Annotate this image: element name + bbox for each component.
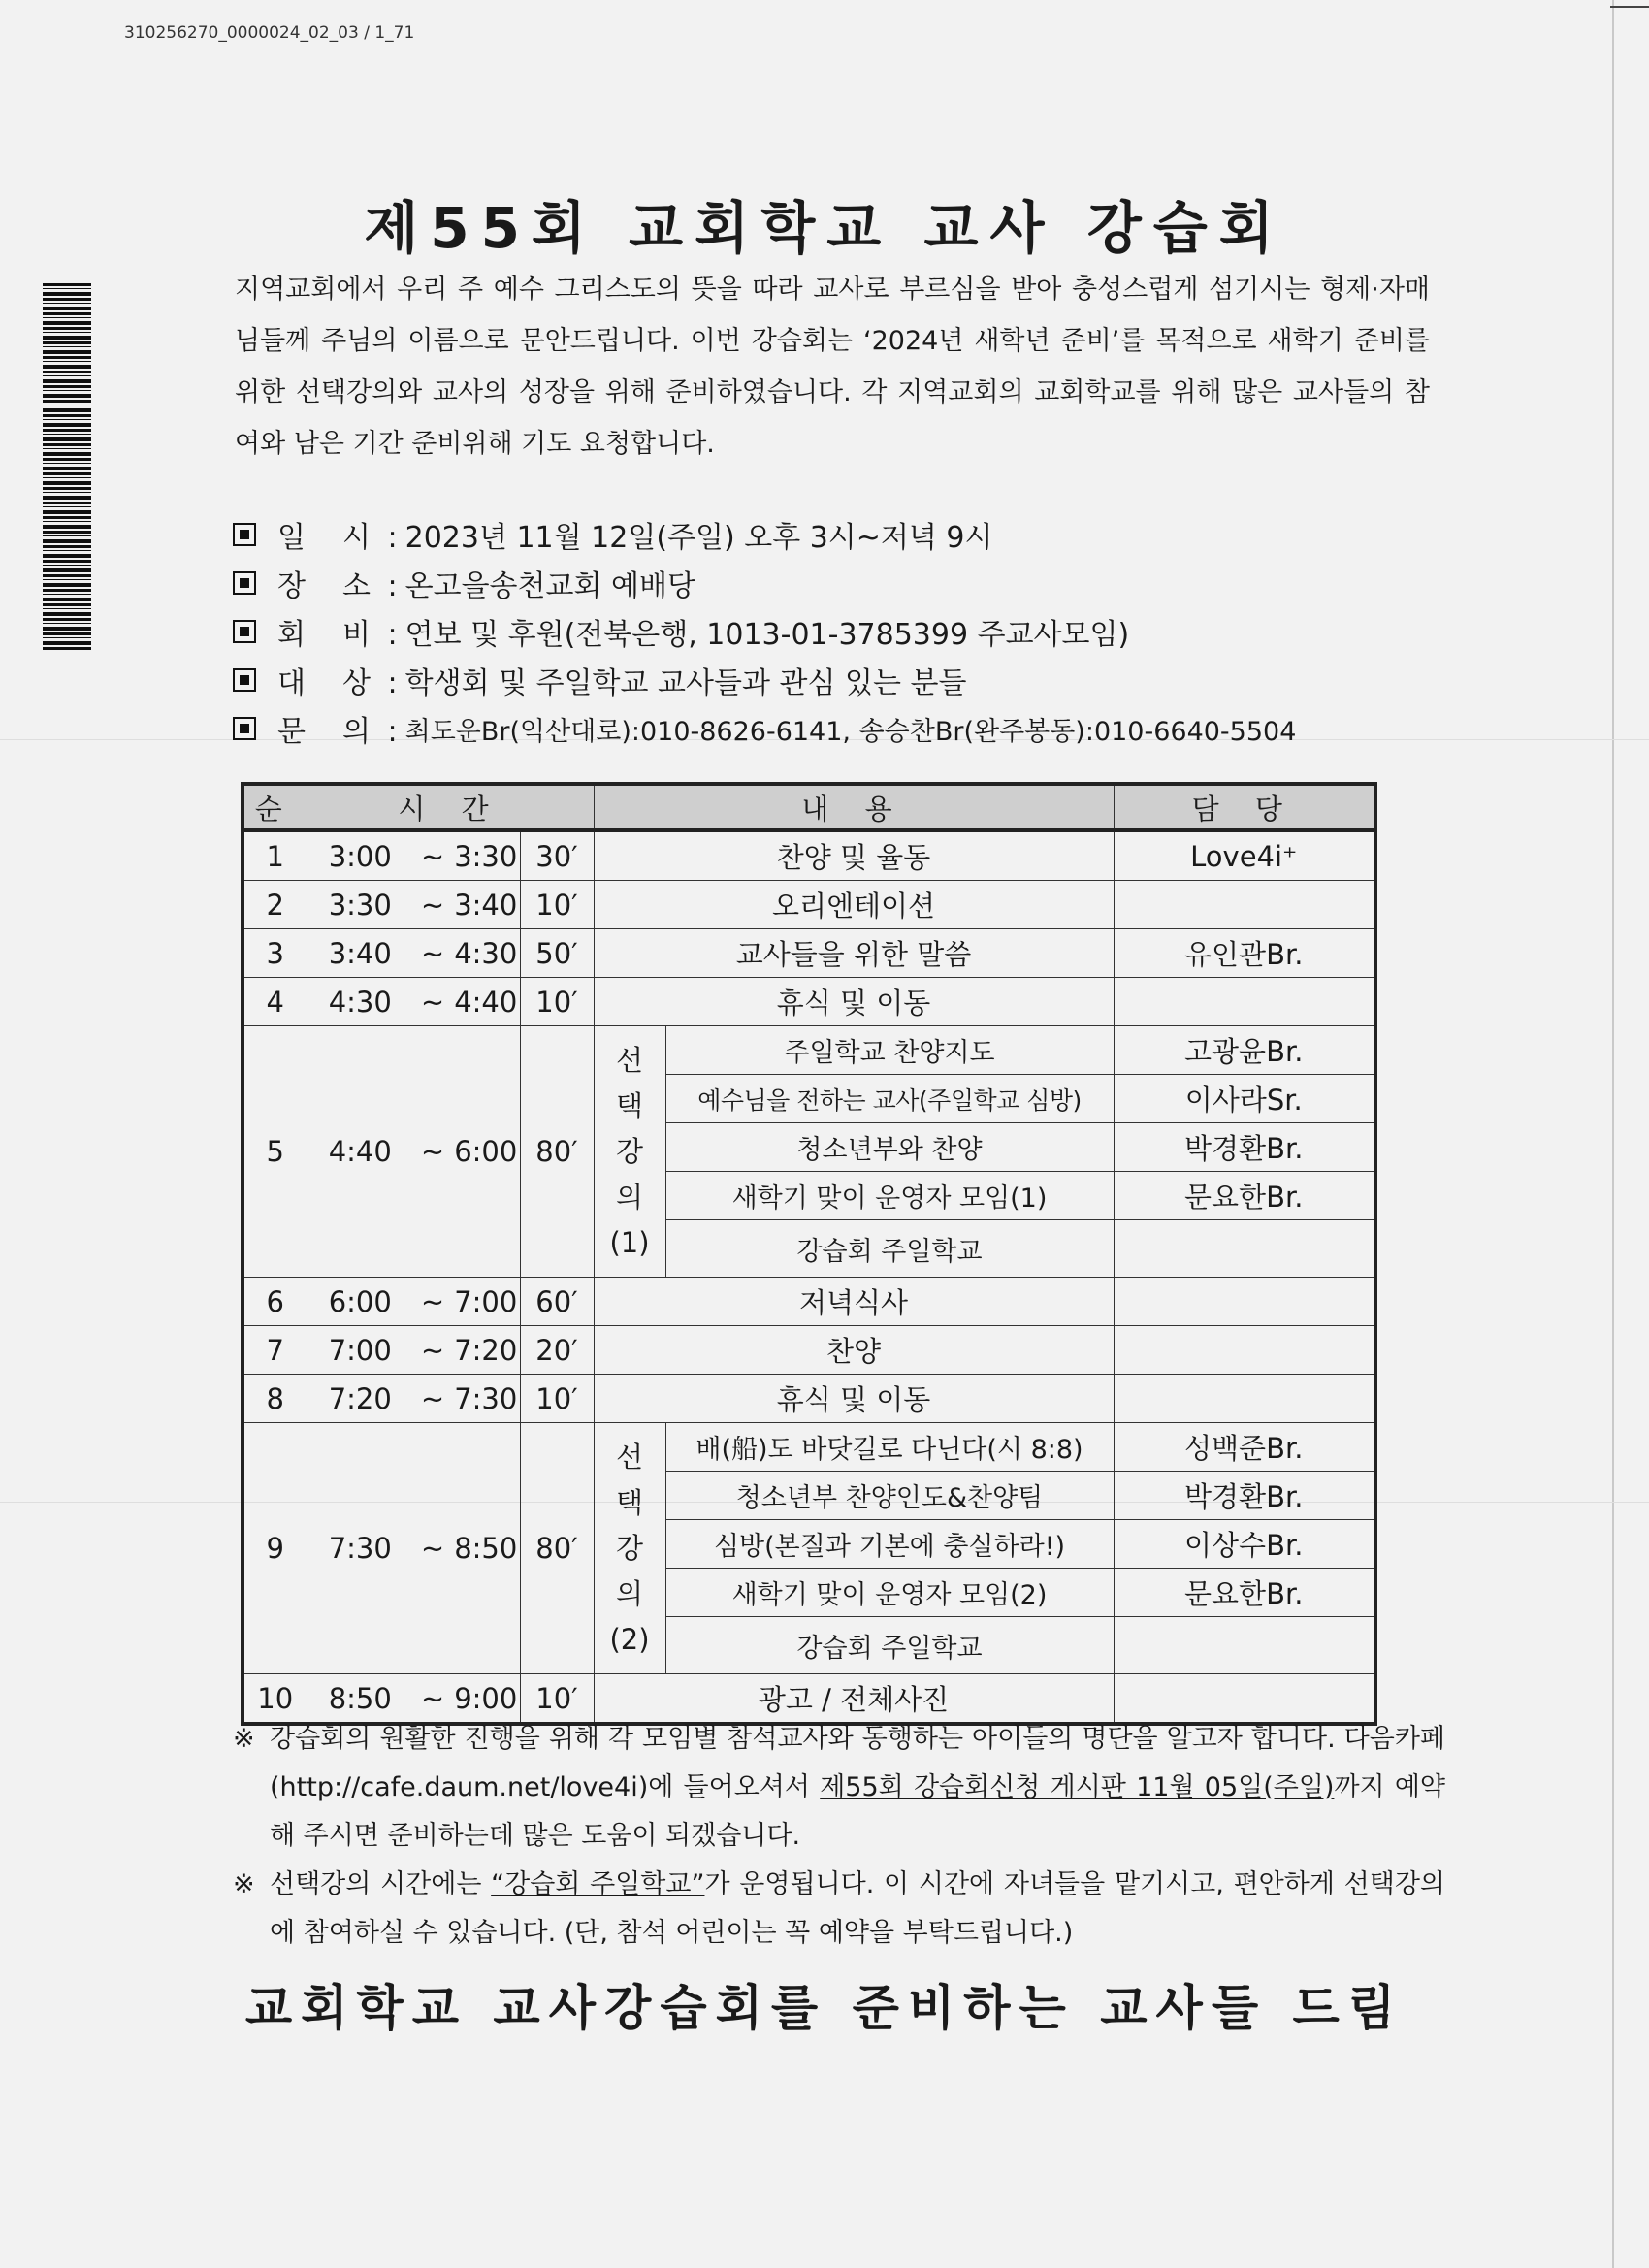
info-row-contact (233, 704, 1455, 753)
cell-sub-content: 새학기 맞이 운영자 모임(2) (665, 1569, 1114, 1617)
group-label-char: 선 (615, 1440, 643, 1474)
info-label: 회 비 : (277, 618, 402, 652)
cell-no: 2 (242, 881, 307, 929)
cell-duration: 60′ (520, 1278, 594, 1326)
group-label-char: 의 (615, 1576, 643, 1610)
cell-sub-content: 새학기 맞이 운영자 모임(1) (665, 1172, 1114, 1220)
header-time: 시 간 (307, 784, 594, 830)
note-text-part: 선택강의 시간에는 (270, 1869, 492, 1899)
table-row (242, 1375, 1375, 1423)
cell-end: 7:20 (452, 1326, 520, 1375)
cell-no: 5 (242, 1026, 307, 1278)
schedule-table (241, 782, 1377, 1726)
cell-tilde: ~ (413, 1375, 452, 1423)
cell-charge: 고광윤Br. (1114, 1026, 1375, 1075)
cell-end: 7:30 (452, 1375, 520, 1423)
table-row (242, 978, 1375, 1026)
info-row-date (233, 510, 1455, 559)
cell-duration: 80′ (520, 1026, 594, 1278)
square-bullet-icon (233, 717, 256, 740)
cell-content: 저녁식사 (594, 1278, 1114, 1326)
cell-content: 휴식 및 이동 (594, 978, 1114, 1026)
note-text-part: 까지 예약해 주시면 준비하는데 많은 도움이 되겠습니다. (270, 1772, 1445, 1851)
scan-id: 310256270_0000024_02_03 / 1_71 (124, 23, 415, 43)
cell-duration: 50′ (520, 929, 594, 978)
intro-paragraph: 지역교회에서 우리 주 예수 그리스도의 뜻을 따라 교사로 부르심을 받아 충성스럽게 섬기시는 형제·자매님들께 주님의 이름으로 문안드립니다. 이번 강습회는 ‘2024년 새학년 준비’를 목적으로 새학기 준비를 위한 선택강의와 교사의 성장을 위해 준비하였습니다. 각 지역교회의 교회학교를 위해 많은 교사들의 참여와 남은 기간 준비위해 기도 요청합니다. (235, 275, 1430, 459)
cell-duration: 30′ (520, 830, 594, 881)
cell-start: 3:30 (307, 881, 413, 929)
group-label-char: (1) (609, 1225, 650, 1259)
note-text-part: 강습회의 원활한 진행을 위해 각 모임별 참석교사와 동행하는 아이들의 명단을 알고자 합니다. 다음카페(http://cafe.daum.net/love4i)에 들어오셔서 (270, 1724, 1445, 1802)
cell-tilde: ~ (413, 830, 452, 881)
cell-sub-content: 강습회 주일학교 (665, 1617, 1114, 1674)
group-label-char: 택 (615, 1485, 643, 1519)
cell-duration: 10′ (520, 881, 594, 929)
page-title: 제55회 교회학교 교사 강습회 (364, 195, 1285, 261)
header-charge: 담 당 (1114, 784, 1375, 830)
cell-charge: 이사라Sr. (1114, 1075, 1375, 1123)
cell-no: 1 (242, 830, 307, 881)
cell-no: 7 (242, 1326, 307, 1375)
cell-end: 4:30 (452, 929, 520, 978)
reference-mark-icon: ※ (233, 1869, 255, 1899)
square-bullet-icon (233, 571, 256, 595)
cell-sub-content: 청소년부와 찬양 (665, 1123, 1114, 1172)
barcode-image (43, 283, 91, 652)
cell-no: 6 (242, 1278, 307, 1326)
cell-start: 4:30 (307, 978, 413, 1026)
group-label-char: (2) (609, 1622, 650, 1656)
cell-content: 오리엔테이션 (594, 881, 1114, 929)
info-label: 장 소 : (277, 569, 402, 603)
group-label-char: 강 (615, 1531, 643, 1565)
cell-start: 6:00 (307, 1278, 413, 1326)
info-row-place (233, 559, 1455, 607)
cell-charge (1114, 1220, 1375, 1278)
cell-tilde: ~ (413, 881, 452, 929)
info-label: 문 의 : (277, 715, 402, 749)
cell-charge: 이상수Br. (1114, 1520, 1375, 1569)
cell-end: 4:40 (452, 978, 520, 1026)
cell-charge (1114, 1617, 1375, 1674)
cell-content: 찬양 (594, 1326, 1114, 1375)
cell-charge: 박경환Br. (1114, 1123, 1375, 1172)
cell-end: 9:00 (452, 1674, 520, 1725)
cell-tilde: ~ (413, 1674, 452, 1725)
table-row (242, 1326, 1375, 1375)
cell-tilde: ~ (413, 1326, 452, 1375)
event-info-list (233, 510, 1455, 753)
header-content: 내 용 (594, 784, 1114, 830)
cell-charge (1114, 978, 1375, 1026)
cell-content: 찬양 및 율동 (594, 830, 1114, 881)
square-bullet-icon (233, 523, 256, 546)
info-row-fee (233, 607, 1455, 656)
table-row (242, 1026, 1375, 1075)
cell-duration: 20′ (520, 1326, 594, 1375)
cell-start: 7:30 (307, 1423, 413, 1674)
table-row (242, 1278, 1375, 1326)
cell-no: 4 (242, 978, 307, 1026)
cell-content: 광고 / 전체사진 (594, 1674, 1114, 1725)
cell-tilde: ~ (413, 1278, 452, 1326)
cell-start: 3:00 (307, 830, 413, 881)
elective-group-label (594, 1423, 665, 1674)
cell-sub-content: 청소년부 찬양인도&찬양팀 (665, 1472, 1114, 1520)
cell-charge (1114, 1278, 1375, 1326)
table-header-row (242, 784, 1375, 830)
cell-sub-content: 주일학교 찬양지도 (665, 1026, 1114, 1075)
cell-content: 교사들을 위한 말씀 (594, 929, 1114, 978)
note-underlined-deadline: 제55회 강습회신청 게시판 11월 05일(주일) (820, 1772, 1335, 1802)
cell-start: 7:00 (307, 1326, 413, 1375)
cell-charge: 유인관Br. (1114, 929, 1375, 978)
cell-start: 3:40 (307, 929, 413, 978)
reference-mark-icon: ※ (233, 1724, 255, 1754)
cell-duration: 10′ (520, 1674, 594, 1725)
cell-start: 8:50 (307, 1674, 413, 1725)
cell-duration: 10′ (520, 978, 594, 1026)
cell-tilde: ~ (413, 1026, 452, 1278)
cell-sub-content: 강습회 주일학교 (665, 1220, 1114, 1278)
note-text (270, 1861, 1445, 1958)
cell-duration: 80′ (520, 1423, 594, 1674)
cell-charge: 성백준Br. (1114, 1423, 1375, 1472)
cell-charge (1114, 1326, 1375, 1375)
square-bullet-icon (233, 668, 256, 692)
square-bullet-icon (233, 620, 256, 643)
cell-no: 10 (242, 1674, 307, 1725)
cell-content: 휴식 및 이동 (594, 1375, 1114, 1423)
cell-end: 7:00 (452, 1278, 520, 1326)
cell-no: 3 (242, 929, 307, 978)
group-label-char: 택 (615, 1088, 643, 1122)
header-no: 순 (242, 784, 307, 830)
page-edge-tick (1610, 6, 1649, 8)
info-value: 연보 및 후원(전북은행, 1013-01-3785399 주교사모임) (404, 618, 1130, 652)
cell-sub-content: 예수님을 전하는 교사(주일학교 심방) (665, 1075, 1114, 1123)
cell-no: 9 (242, 1423, 307, 1674)
elective-group-label (594, 1026, 665, 1278)
notes-section (233, 1715, 1445, 1958)
info-label: 일 시 : (277, 521, 402, 555)
info-value: 학생회 및 주일학교 교사들과 관심 있는 분들 (404, 666, 967, 700)
cell-duration: 10′ (520, 1375, 594, 1423)
info-value: 최도운Br(익산대로):010-8626-6141, 송승찬Br(완주봉동):010-6640-5504 (404, 716, 1297, 747)
note-registration (233, 1715, 1445, 1861)
page-edge-line (1612, 0, 1614, 2268)
cell-charge: 문요한Br. (1114, 1172, 1375, 1220)
table-row (242, 1423, 1375, 1472)
cell-start: 7:20 (307, 1375, 413, 1423)
cell-tilde: ~ (413, 978, 452, 1026)
cell-charge: 박경환Br. (1114, 1472, 1375, 1520)
closing-signature: 교회학교 교사강습회를 준비하는 교사들 드림 (244, 1980, 1405, 2036)
cell-charge: 문요한Br. (1114, 1569, 1375, 1617)
group-label-char: 선 (615, 1043, 643, 1077)
cell-end: 3:40 (452, 881, 520, 929)
cell-sub-content: 심방(본질과 기본에 충실하라!) (665, 1520, 1114, 1569)
cell-tilde: ~ (413, 929, 452, 978)
cell-charge (1114, 881, 1375, 929)
note-childcare (233, 1861, 1445, 1958)
cell-start: 4:40 (307, 1026, 413, 1278)
cell-charge: Love4i⁺ (1114, 830, 1375, 881)
info-value: 온고을송천교회 예배당 (404, 569, 695, 603)
cell-end: 8:50 (452, 1423, 520, 1674)
note-text (270, 1715, 1445, 1861)
cell-no: 8 (242, 1375, 307, 1423)
info-value: 2023년 11월 12일(주일) 오후 3시~저녁 9시 (404, 521, 993, 555)
group-label-char: 의 (615, 1180, 643, 1214)
cell-end: 3:30 (452, 830, 520, 881)
table-row (242, 830, 1375, 881)
note-underlined-program: “강습회 주일학교” (491, 1869, 705, 1899)
cell-end: 6:00 (452, 1026, 520, 1278)
info-row-target (233, 656, 1455, 704)
table-row (242, 929, 1375, 978)
group-label-char: 강 (615, 1134, 643, 1168)
cell-tilde: ~ (413, 1423, 452, 1674)
cell-sub-content: 배(船)도 바닷길로 다닌다(시 8:8) (665, 1423, 1114, 1472)
cell-charge (1114, 1375, 1375, 1423)
note-text-part: 가 운영됩니다. 이 시간에 자녀들을 맡기시고, 편안하게 선택강의에 참여하실 수 있습니다. (단, 참석 어린이는 꼭 예약을 부탁드립니다.) (270, 1869, 1446, 1948)
table-row (242, 881, 1375, 929)
info-label: 대 상 : (277, 666, 402, 700)
